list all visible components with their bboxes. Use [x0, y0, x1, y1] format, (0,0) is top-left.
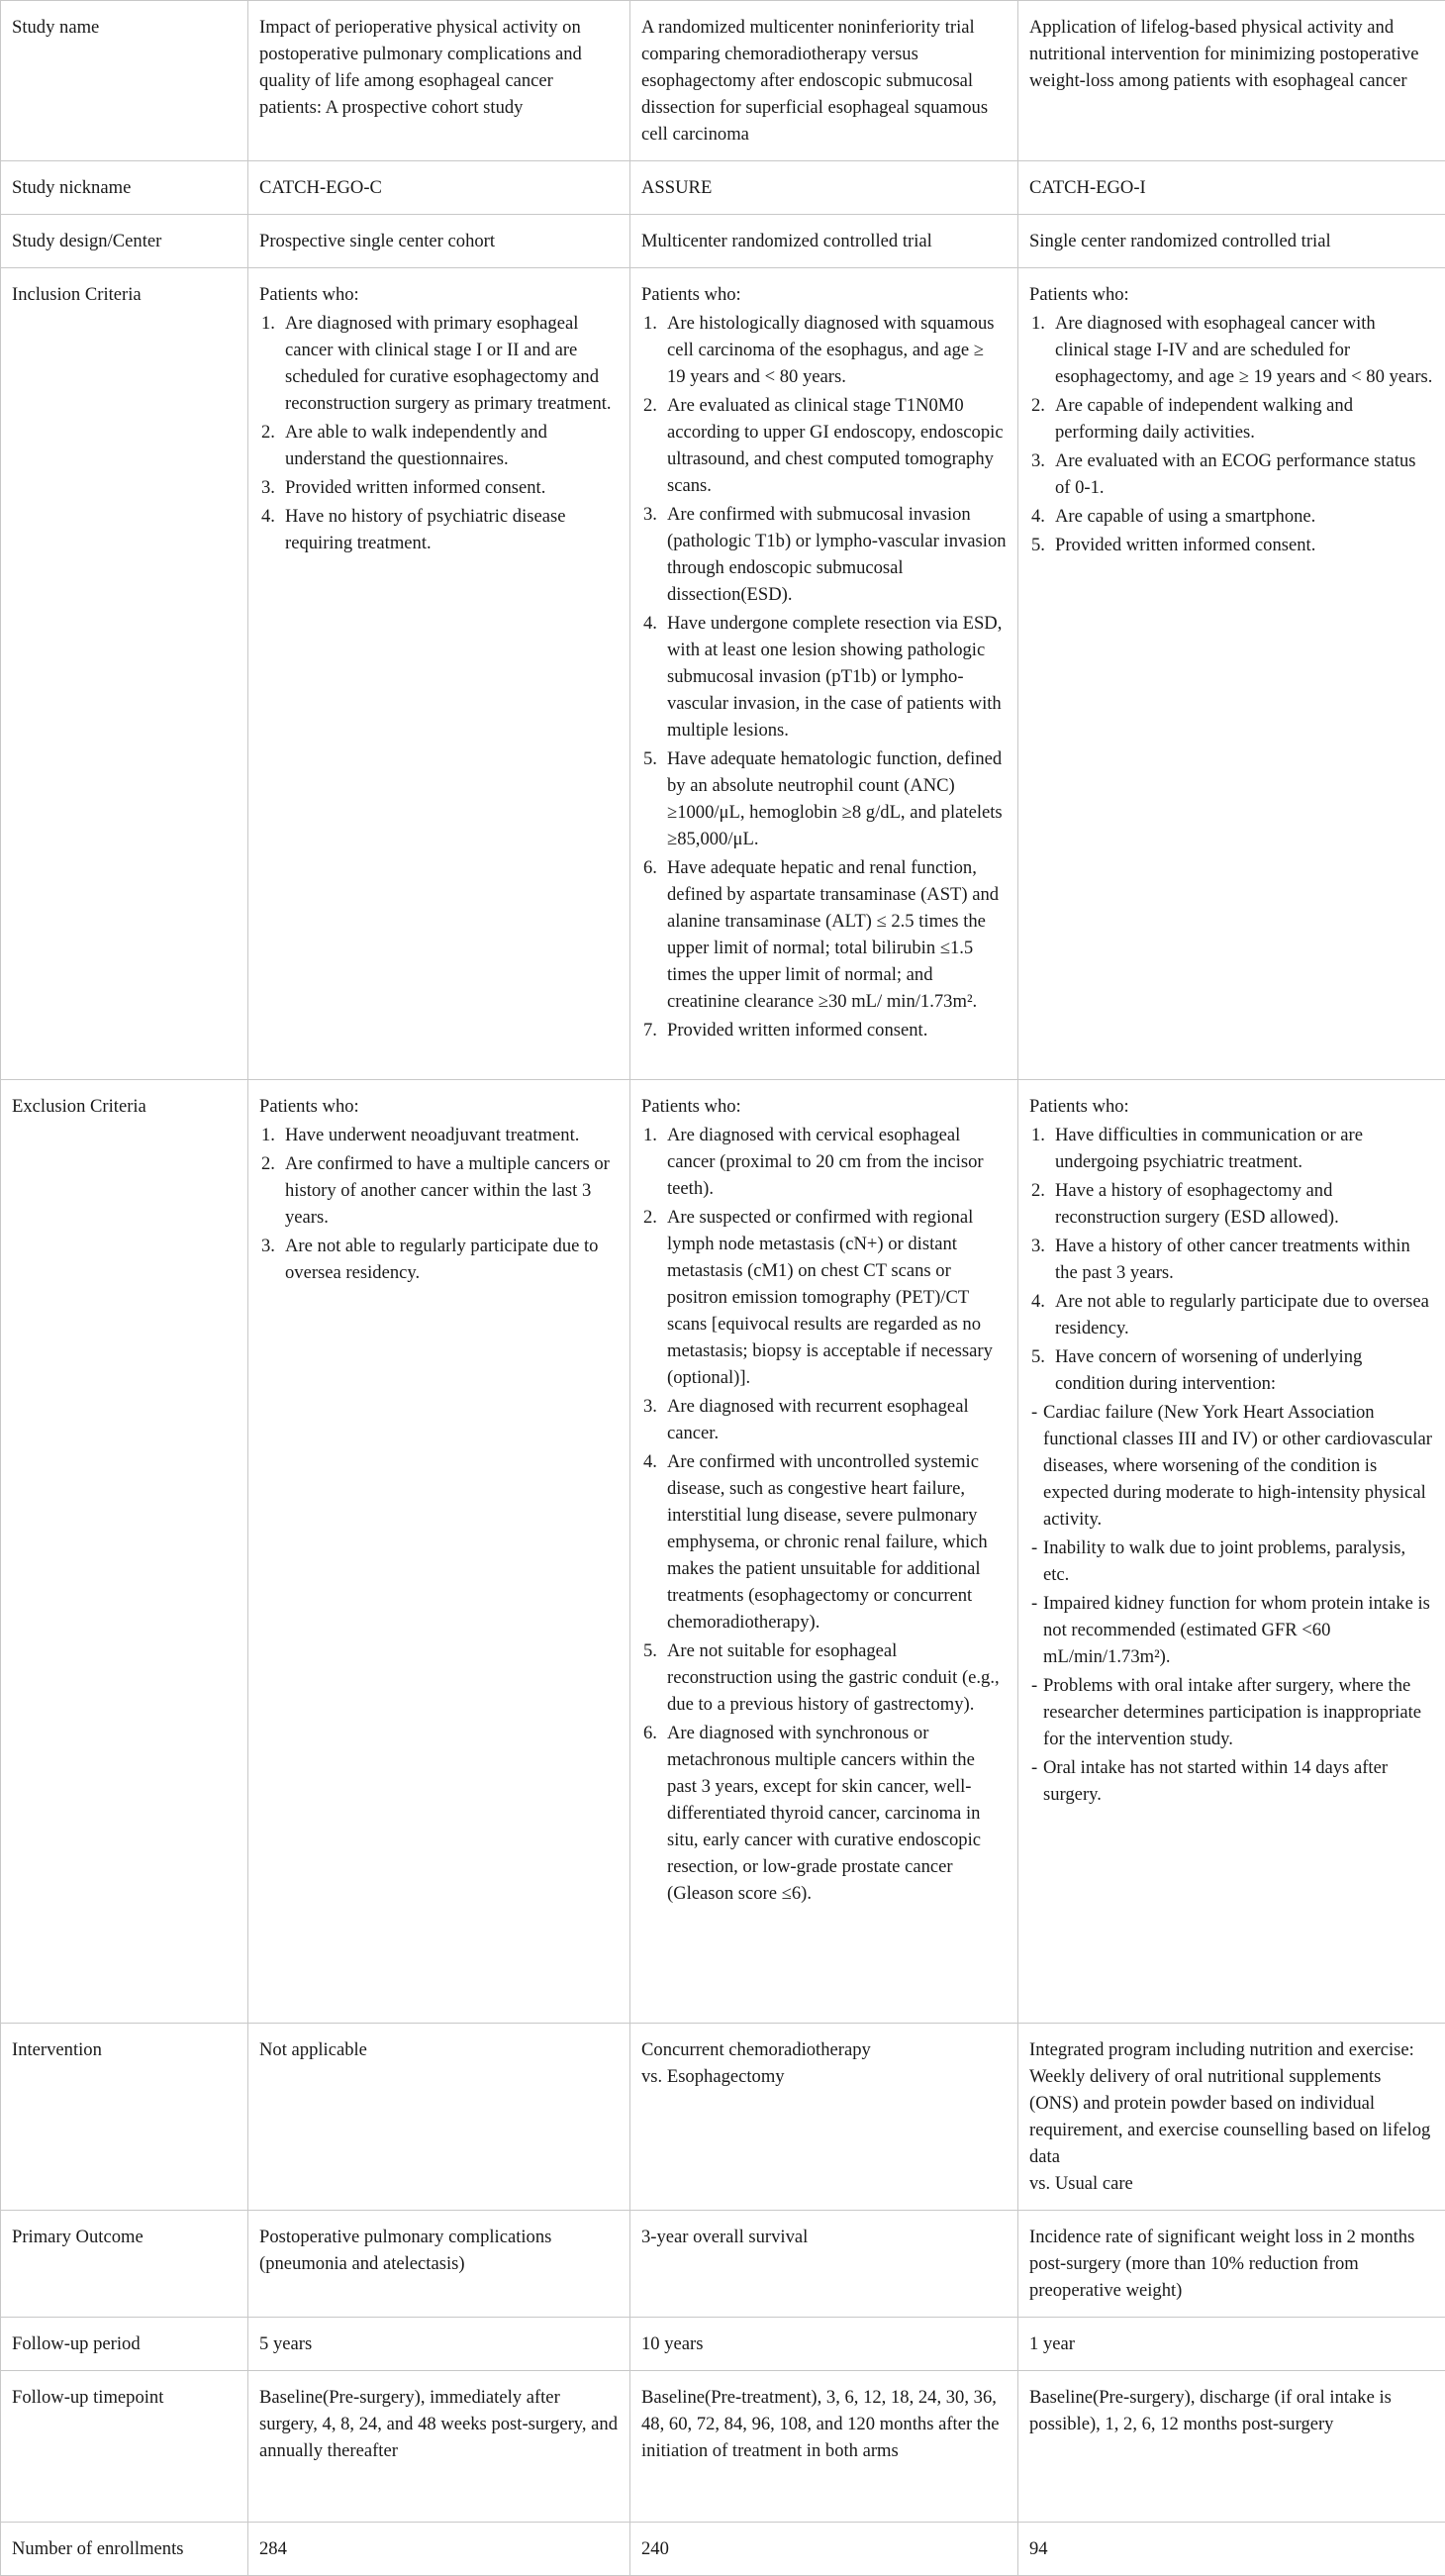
table-row: [1, 2024, 1445, 2211]
list-item-number: 2.: [1031, 1177, 1045, 1204]
table-row: [1, 2318, 1445, 2371]
list-item: [259, 310, 619, 417]
list-item-text: Are suspected or confirmed with regional lymph node metastasis (cN+) or distant metastasis (cM1) on chest CT scans or positron emission tomography (PET)/CT scans [equivocal results are regarded as no metastasis; biopsy is acceptable if necessary (optional)].: [667, 1204, 1007, 1391]
cell-text: 1 year: [1018, 2318, 1445, 2371]
list-item-text: Have adequate hematologic function, defined by an absolute neutrophil count (ANC) ≥1000/μL, hemoglobin ≥8 g/dL, and platelets ≥85,000/μL.: [667, 745, 1007, 852]
row-label: Follow-up timepoint: [1, 2371, 248, 2523]
list-item-text: Are diagnosed with esophageal cancer with clinical stage I-IV and are scheduled for esophagectomy, and age ≥ 19 years and < 80 years.: [1055, 310, 1434, 390]
list-item-number: 1.: [1031, 1122, 1045, 1148]
list-item-text: Oral intake has not started within 14 days after surgery.: [1043, 1757, 1388, 1805]
list-item: [1029, 1177, 1434, 1231]
list-item-text: Inability to walk due to joint problems, paralysis, etc.: [1043, 1537, 1405, 1585]
list-item-text: Are capable of using a smartphone.: [1055, 503, 1434, 530]
criteria-cell: [630, 268, 1018, 1080]
row-label: Primary Outcome: [1, 2211, 248, 2318]
criteria-intro: Patients who:: [1029, 281, 1434, 308]
criteria-intro: Patients who:: [259, 1093, 619, 1120]
dash-bullet: -: [1031, 1399, 1037, 1426]
criteria-list: [1029, 310, 1434, 558]
list-item: [641, 1204, 1007, 1391]
cell-text: A randomized multicenter noninferiority trial comparing chemoradiotherapy versus esophagectomy after endoscopic submucosal dissection for superficial esophageal squamous cell carcinoma: [630, 1, 1018, 161]
list-item: [1029, 1233, 1434, 1286]
list-item: [1029, 1343, 1434, 1397]
criteria-cell: [1018, 1080, 1445, 2024]
list-item-number: 4.: [1031, 1288, 1045, 1315]
row-label: Inclusion Criteria: [1, 268, 248, 1080]
list-item-text: Have a history of esophagectomy and reconstruction surgery (ESD allowed).: [1055, 1177, 1434, 1231]
list-item-number: 5.: [643, 745, 657, 772]
dash-bullet: -: [1031, 1535, 1037, 1561]
list-item-text: Are confirmed with submucosal invasion (pathologic T1b) or lympho-vascular invasion through endoscopic submucosal dissection(ESD).: [667, 501, 1007, 608]
list-item: [259, 1233, 619, 1286]
list-item-text: Cardiac failure (New York Heart Association functional classes III and IV) or other cardiovascular diseases, where worsening of the condition is expected during moderate to high-intensity physical activity.: [1043, 1402, 1432, 1530]
list-item-number: 2.: [643, 392, 657, 419]
cell-text: Multicenter randomized controlled trial: [630, 215, 1018, 268]
list-item-number: 3.: [643, 1393, 657, 1420]
list-item-text: Are diagnosed with cervical esophageal cancer (proximal to 20 cm from the incisor teeth).: [667, 1122, 1007, 1202]
list-item-number: 1.: [1031, 310, 1045, 337]
cell-text: Prospective single center cohort: [248, 215, 630, 268]
list-item: [1029, 1122, 1434, 1175]
cell-text: 284: [248, 2523, 630, 2576]
criteria-intro: Patients who:: [1029, 1093, 1434, 1120]
table-row: [1, 1, 1445, 161]
table-row: [1, 1080, 1445, 2024]
list-item-number: 3.: [1031, 1233, 1045, 1259]
criteria-list: [259, 310, 619, 556]
list-item-text: Have adequate hepatic and renal function, defined by aspartate transaminase (AST) and alanine transaminase (ALT) ≤ 2.5 times the upper limit of normal; total bilirubin ≤1.5 times the upper limit of normal; and creatinine clearance ≥30 mL/ min/1.73m².: [667, 854, 1007, 1015]
criteria-cell: [248, 268, 630, 1080]
cell-text: ASSURE: [630, 161, 1018, 215]
list-item-text: Have undergone complete resection via ESD, with at least one lesion showing pathologic submucosal invasion (pT1b) or lympho-vascular invasion, in the case of patients with multiple lesions.: [667, 610, 1007, 743]
list-item: [259, 474, 619, 501]
table-row: [1, 215, 1445, 268]
list-item-text: Are capable of independent walking and performing daily activities.: [1055, 392, 1434, 446]
criteria-intro: Patients who:: [259, 281, 619, 308]
list-item-text: Are not suitable for esophageal reconstruction using the gastric conduit (e.g., due to a previous history of gastrectomy).: [667, 1637, 1007, 1718]
row-label: Follow-up period: [1, 2318, 248, 2371]
list-item: [1029, 1754, 1434, 1808]
list-item: [641, 1122, 1007, 1202]
criteria-list: [641, 1122, 1007, 1907]
list-item-number: 3.: [643, 501, 657, 528]
list-item: [259, 503, 619, 556]
list-item: [259, 1150, 619, 1231]
dash-bullet: -: [1031, 1590, 1037, 1617]
list-item-text: Are histologically diagnosed with squamous cell carcinoma of the esophagus, and age ≥ 19 years and < 80 years.: [667, 310, 1007, 390]
list-item: [641, 1637, 1007, 1718]
list-item: [641, 854, 1007, 1015]
dash-bullet: -: [1031, 1754, 1037, 1781]
cell-text: Integrated program including nutrition and exercise: Weekly delivery of oral nutritional supplements (ONS) and protein powder based on individual requirement, and exercise counselling based on lifelog data vs. Usual care: [1018, 2024, 1445, 2211]
table-row: [1, 2371, 1445, 2523]
cell-text: Baseline(Pre-treatment), 3, 6, 12, 18, 24, 30, 36, 48, 60, 72, 84, 96, 108, and 120 months after the initiation of treatment in both arms: [630, 2371, 1018, 2523]
cell-text: Application of lifelog-based physical activity and nutritional intervention for minimizing postoperative weight-loss among patients with esophageal cancer: [1018, 1, 1445, 161]
list-item: [1029, 1672, 1434, 1752]
list-item: [641, 1393, 1007, 1446]
cell-text: Baseline(Pre-surgery), immediately after surgery, 4, 8, 24, and 48 weeks post-surgery, and annually thereafter: [248, 2371, 630, 2523]
list-item-text: Are able to walk independently and understand the questionnaires.: [285, 419, 619, 472]
list-item-text: Are evaluated with an ECOG performance status of 0-1.: [1055, 447, 1434, 501]
list-item-text: Have underwent neoadjuvant treatment.: [285, 1122, 619, 1148]
table-row: [1, 161, 1445, 215]
row-label: Exclusion Criteria: [1, 1080, 248, 2024]
list-item-number: 3.: [261, 474, 275, 501]
list-item-text: Provided written informed consent.: [285, 474, 619, 501]
cell-text: 94: [1018, 2523, 1445, 2576]
list-item-number: 4.: [261, 503, 275, 530]
list-item-number: 6.: [643, 1720, 657, 1746]
list-item: [1029, 1535, 1434, 1588]
list-item: [1029, 447, 1434, 501]
list-item-text: Are diagnosed with recurrent esophageal cancer.: [667, 1393, 1007, 1446]
list-item-text: Are confirmed with uncontrolled systemic disease, such as congestive heart failure, interstitial lung disease, severe pulmonary emphysema, or chronic renal failure, which makes the patient unsuitable for additional treatments (esophagectomy or concurrent chemoradiotherapy).: [667, 1448, 1007, 1635]
list-item-number: 6.: [643, 854, 657, 881]
list-item: [641, 1448, 1007, 1635]
criteria-list: [259, 1122, 619, 1286]
list-item: [1029, 310, 1434, 390]
row-label: Intervention: [1, 2024, 248, 2211]
cell-text: 3-year overall survival: [630, 2211, 1018, 2318]
list-item: [1029, 532, 1434, 558]
list-item: [641, 392, 1007, 499]
row-label: Study nickname: [1, 161, 248, 215]
list-item-number: 3.: [1031, 447, 1045, 474]
list-item: [641, 501, 1007, 608]
cell-text: Impact of perioperative physical activity on postoperative pulmonary complications and quality of life among esophageal cancer patients: A prospective cohort study: [248, 1, 630, 161]
list-item: [641, 1720, 1007, 1907]
list-item-number: 5.: [1031, 1343, 1045, 1370]
criteria-cell: [630, 1080, 1018, 2024]
cell-text: Postoperative pulmonary complications (pneumonia and atelectasis): [248, 2211, 630, 2318]
list-item-text: Are diagnosed with primary esophageal cancer with clinical stage I or II and are scheduled for curative esophagectomy and reconstruction surgery as primary treatment.: [285, 310, 619, 417]
list-item-text: Are evaluated as clinical stage T1N0M0 according to upper GI endoscopy, endoscopic ultrasound, and chest computed tomography scans.: [667, 392, 1007, 499]
list-item: [1029, 1288, 1434, 1341]
criteria-list: [641, 310, 1007, 1043]
list-item-number: 3.: [261, 1233, 275, 1259]
list-item: [1029, 503, 1434, 530]
list-item-text: Have difficulties in communication or are undergoing psychiatric treatment.: [1055, 1122, 1434, 1175]
list-item-text: Have no history of psychiatric disease requiring treatment.: [285, 503, 619, 556]
list-item: [641, 1017, 1007, 1043]
list-item-text: Problems with oral intake after surgery, where the researcher determines participation is inappropriate for the intervention study.: [1043, 1675, 1421, 1749]
list-item-number: 1.: [261, 1122, 275, 1148]
list-item: [1029, 1399, 1434, 1533]
cell-text: Not applicable: [248, 2024, 630, 2211]
list-item: [1029, 392, 1434, 446]
list-item-text: Impaired kidney function for whom protein intake is not recommended (estimated GFR <60 mL/min/1.73m²).: [1043, 1593, 1430, 1667]
criteria-intro: Patients who:: [641, 281, 1007, 308]
list-item: [259, 1122, 619, 1148]
list-item-text: Are confirmed to have a multiple cancers or history of another cancer within the last 3 years.: [285, 1150, 619, 1231]
list-item-text: Provided written informed consent.: [1055, 532, 1434, 558]
criteria-intro: Patients who:: [641, 1093, 1007, 1120]
list-item-number: 2.: [643, 1204, 657, 1231]
list-item-number: 2.: [1031, 392, 1045, 419]
list-item-text: Are not able to regularly participate due to oversea residency.: [1055, 1288, 1434, 1341]
cell-text: 10 years: [630, 2318, 1018, 2371]
list-item-text: Have a history of other cancer treatments within the past 3 years.: [1055, 1233, 1434, 1286]
criteria-cell: [1018, 268, 1445, 1080]
list-item-number: 7.: [643, 1017, 657, 1043]
table-row: [1, 2523, 1445, 2576]
row-label: Study name: [1, 1, 248, 161]
list-item: [1029, 1590, 1434, 1670]
list-item-number: 5.: [1031, 532, 1045, 558]
cell-text: Baseline(Pre-surgery), discharge (if oral intake is possible), 1, 2, 6, 12 months post-surgery: [1018, 2371, 1445, 2523]
cell-text: Concurrent chemoradiotherapy vs. Esophagectomy: [630, 2024, 1018, 2211]
table-row: [1, 268, 1445, 1080]
list-item-number: 5.: [643, 1637, 657, 1664]
list-item-number: 1.: [643, 1122, 657, 1148]
list-item-number: 4.: [643, 610, 657, 637]
list-item-text: Are diagnosed with synchronous or metachronous multiple cancers within the past 3 years, except for skin cancer, well-differentiated thyroid cancer, carcinoma in situ, early cancer with curative endoscopic resection, or low-grade prostate cancer (Gleason score ≤6).: [667, 1720, 1007, 1907]
list-item-text: Are not able to regularly participate due to oversea residency.: [285, 1233, 619, 1286]
row-label: Study design/Center: [1, 215, 248, 268]
criteria-list: [1029, 1122, 1434, 1397]
condition-list: [1029, 1399, 1434, 1808]
cell-text: CATCH-EGO-I: [1018, 161, 1445, 215]
list-item-text: Have concern of worsening of underlying condition during intervention:: [1055, 1343, 1434, 1397]
list-item: [641, 610, 1007, 743]
list-item-number: 2.: [261, 419, 275, 446]
criteria-cell: [248, 1080, 630, 2024]
list-item: [641, 310, 1007, 390]
list-item-number: 4.: [643, 1448, 657, 1475]
cell-text: Incidence rate of significant weight loss in 2 months post-surgery (more than 10% reduction from preoperative weight): [1018, 2211, 1445, 2318]
list-item-number: 1.: [261, 310, 275, 337]
list-item-text: Provided written informed consent.: [667, 1017, 1007, 1043]
cell-text: 5 years: [248, 2318, 630, 2371]
list-item: [641, 745, 1007, 852]
cell-text: CATCH-EGO-C: [248, 161, 630, 215]
row-label: Number of enrollments: [1, 2523, 248, 2576]
list-item-number: 1.: [643, 310, 657, 337]
list-item-number: 4.: [1031, 503, 1045, 530]
list-item-number: 2.: [261, 1150, 275, 1177]
table-row: [1, 2211, 1445, 2318]
cell-text: Single center randomized controlled trial: [1018, 215, 1445, 268]
cell-text: 240: [630, 2523, 1018, 2576]
list-item: [259, 419, 619, 472]
dash-bullet: -: [1031, 1672, 1037, 1699]
